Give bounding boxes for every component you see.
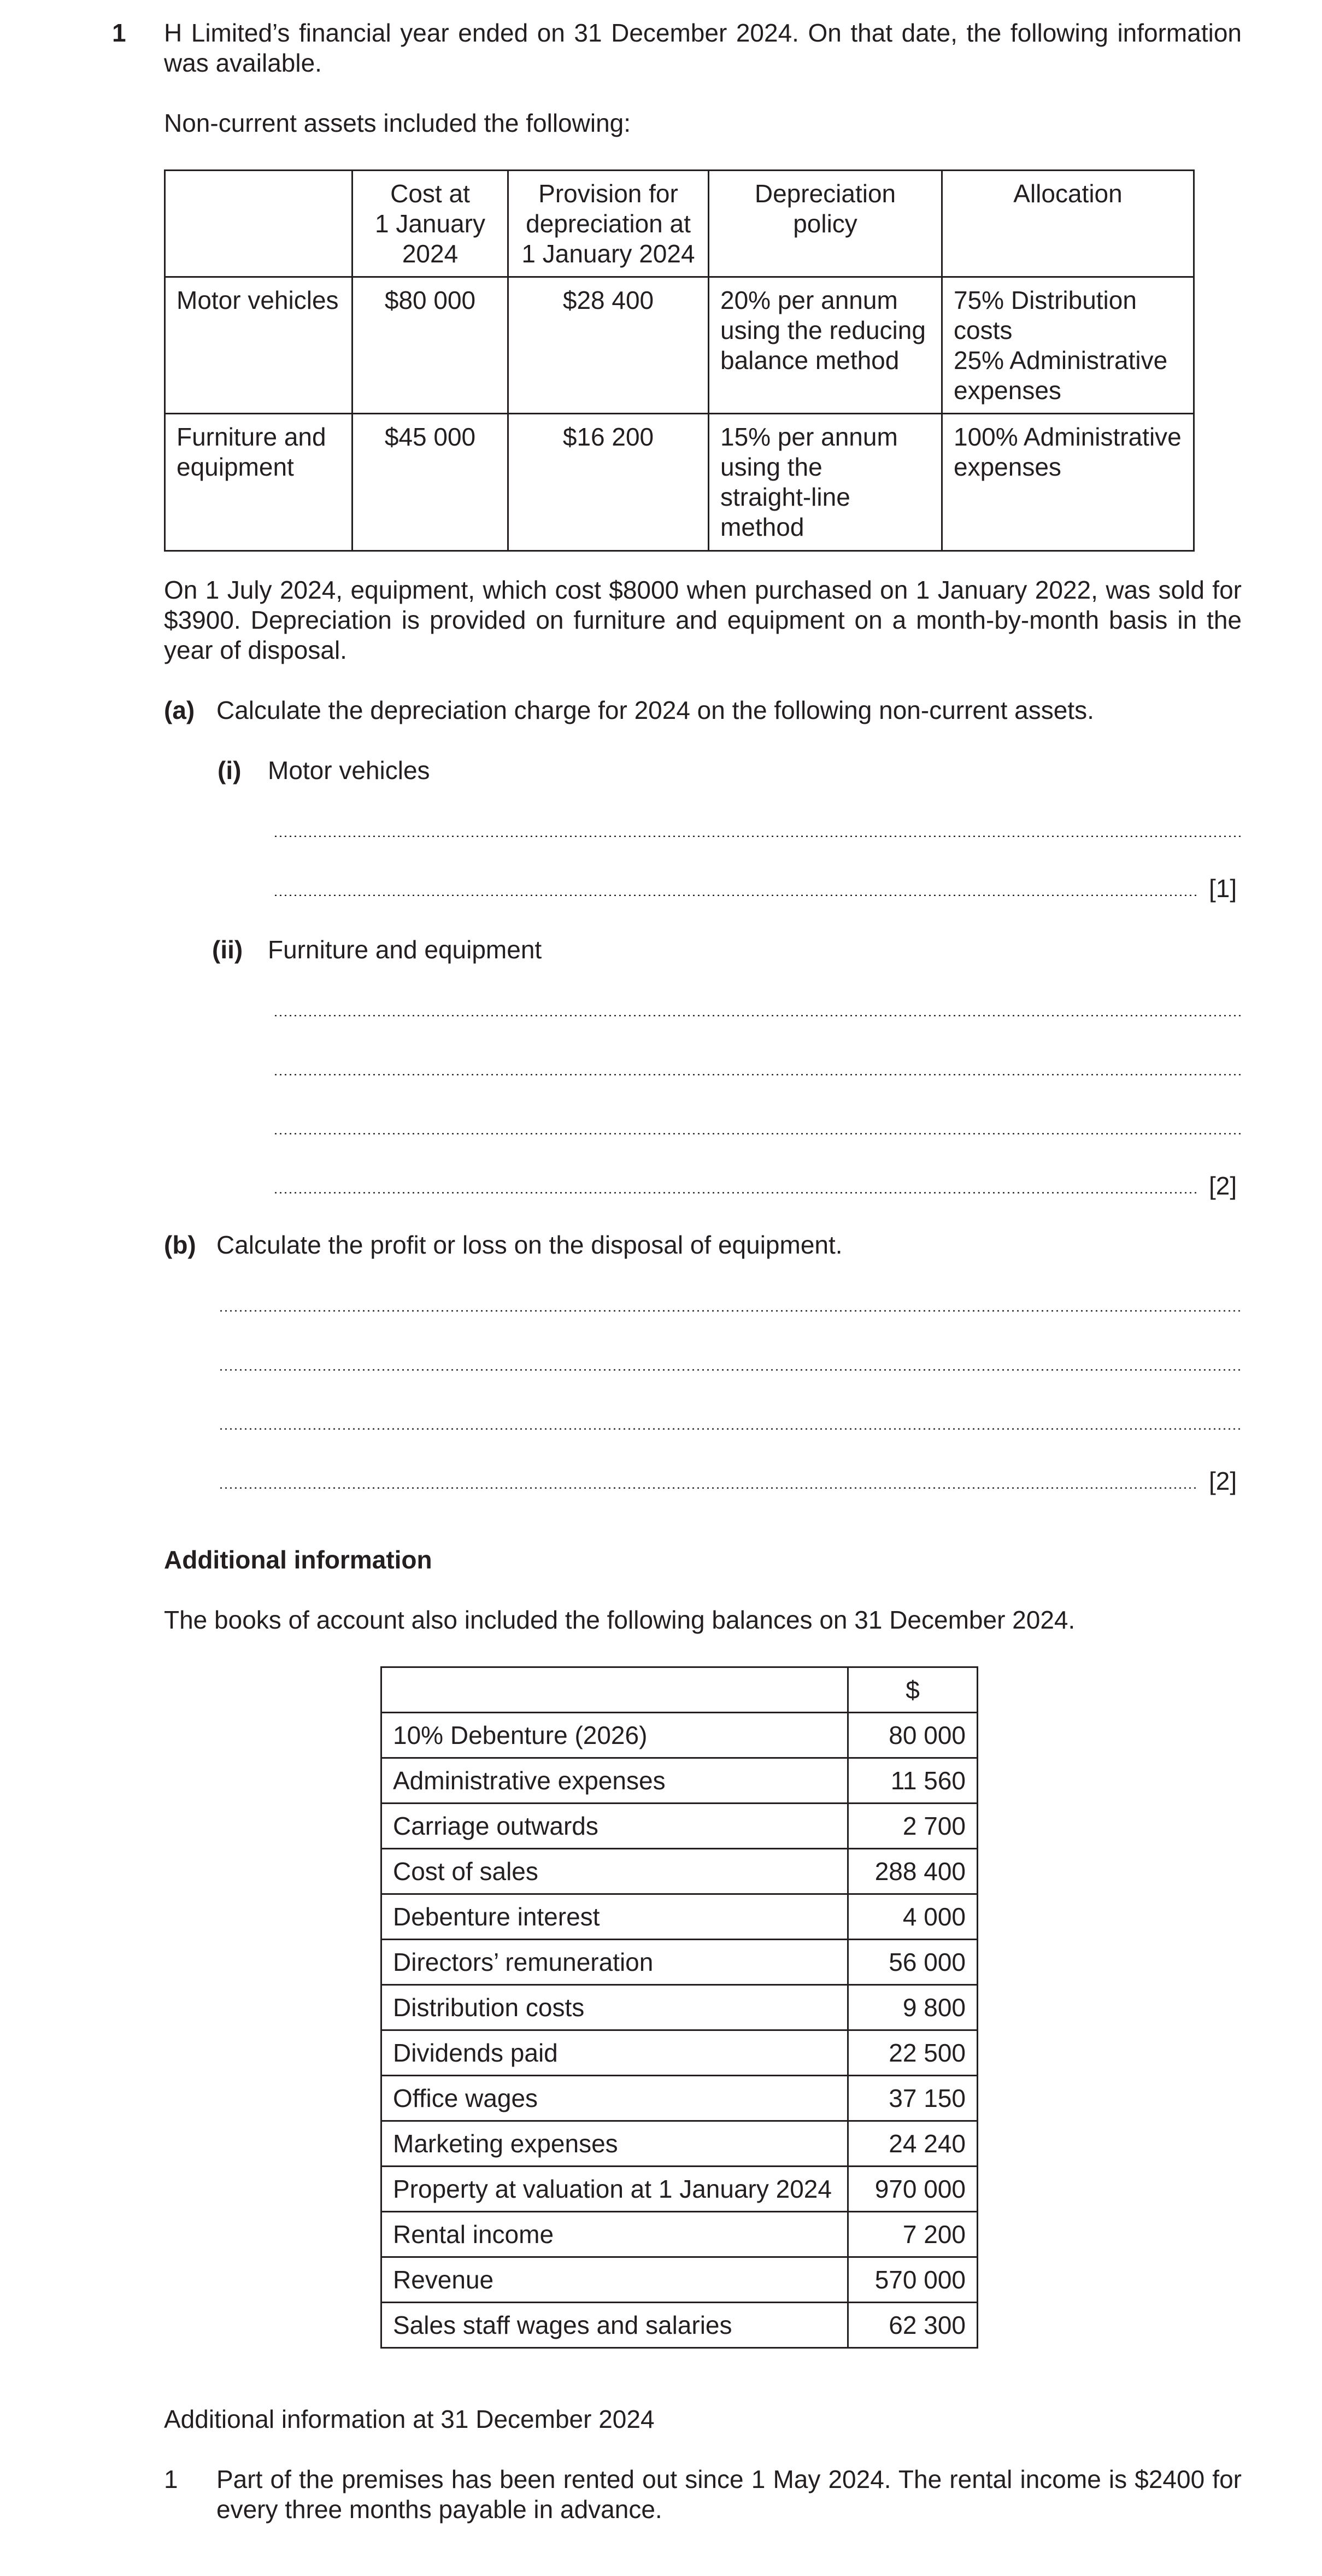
answer-line[interactable]	[273, 1015, 1242, 1016]
marks-a-i: [1]	[1209, 874, 1237, 903]
asset-policy: 20% per annum using the reducing balance method	[709, 277, 942, 414]
balance-label: Carriage outwards	[381, 1804, 848, 1849]
asset-name: Motor vehicles	[165, 277, 352, 414]
balance-value: 4 000	[848, 1894, 978, 1940]
balance-value: 970 000	[848, 2167, 978, 2212]
table-row	[381, 2076, 978, 2121]
asset-header-allocation: Allocation	[942, 171, 1194, 277]
asset-allocation: 100% Administrative expenses	[942, 414, 1194, 551]
balance-label: 10% Debenture (2026)	[381, 1713, 848, 1758]
asset-header-cost: Cost at 1 January 2024	[352, 171, 508, 277]
asset-provision: $16 200	[508, 414, 709, 551]
table-row	[381, 1849, 978, 1894]
answer-line[interactable]	[219, 1310, 1242, 1312]
part-a-text: Calculate the depreciation charge for 2024 on the following non-current assets.	[216, 696, 1094, 724]
table-row	[165, 277, 1194, 414]
asset-cost: $80 000	[352, 277, 508, 414]
part-a-i-text: Motor vehicles	[268, 756, 430, 784]
table-row	[381, 1940, 978, 1985]
additional-intro: The books of account also included the following balances on 31 December 2024.	[164, 1606, 1076, 1634]
asset-header-blank	[165, 171, 352, 277]
balance-value: 7 200	[848, 2212, 978, 2257]
answer-line[interactable]	[273, 1192, 1197, 1193]
balance-value: 24 240	[848, 2121, 978, 2167]
balances-table	[380, 1666, 978, 2349]
additional-heading: Additional information	[164, 1545, 432, 1574]
answer-line[interactable]	[273, 1133, 1242, 1134]
table-row	[165, 414, 1194, 551]
asset-allocation: 75% Distribution costs 25% Administrative expenses	[942, 277, 1194, 414]
asset-header-provision: Provision for depreciation at 1 January 2024	[508, 171, 709, 277]
balance-value: 11 560	[848, 1758, 978, 1804]
table-row	[381, 2167, 978, 2212]
balance-label: Sales staff wages and salaries	[381, 2303, 848, 2348]
balance-label: Directors’ remuneration	[381, 1940, 848, 1985]
part-a-ii-text: Furniture and equipment	[268, 935, 542, 964]
balance-label: Dividends paid	[381, 2030, 848, 2076]
note-number: 1	[164, 2465, 178, 2493]
question-intro: H Limited’s financial year ended on 31 December 2024. On that date, the following information was available.	[164, 19, 1242, 77]
balance-label: Debenture interest	[381, 1894, 848, 1940]
note-text: Part of the premises has been rented out since 1 May 2024. The rental income is $2400 for every three months payable in advance.	[216, 2465, 1242, 2524]
asset-provision: $28 400	[508, 277, 709, 414]
table-row	[381, 1804, 978, 1849]
asset-table	[164, 169, 1195, 552]
balance-value: 56 000	[848, 1940, 978, 1985]
balance-value: 9 800	[848, 1985, 978, 2030]
balance-label: Distribution costs	[381, 1985, 848, 2030]
balances-header	[381, 1667, 978, 1713]
balance-label: Administrative expenses	[381, 1758, 848, 1804]
balance-value: 62 300	[848, 2303, 978, 2348]
table-row	[381, 2212, 978, 2257]
table-row	[381, 2303, 978, 2348]
table-row	[381, 2121, 978, 2167]
part-a-label: (a)	[164, 696, 195, 724]
year-end-heading: Additional information at 31 December 2024	[164, 2405, 655, 2433]
marks-b: [2]	[1209, 1467, 1237, 1495]
asset-policy: 15% per annum using the straight-line method	[709, 414, 942, 551]
balance-value: 22 500	[848, 2030, 978, 2076]
part-b-label: (b)	[164, 1231, 196, 1259]
balance-value: 2 700	[848, 1804, 978, 1849]
asset-header-policy: Depreciation policy	[709, 171, 942, 277]
balance-value: 37 150	[848, 2076, 978, 2121]
answer-line[interactable]	[219, 1428, 1242, 1430]
question-number: 1	[112, 19, 126, 47]
table-row	[381, 1713, 978, 1758]
balance-label: Cost of sales	[381, 1849, 848, 1894]
nca-intro: Non-current assets included the following:	[164, 109, 631, 137]
asset-table-header	[165, 171, 1194, 277]
answer-line[interactable]	[273, 894, 1197, 896]
part-b-text: Calculate the profit or loss on the disposal of equipment.	[216, 1231, 843, 1259]
balance-label: Office wages	[381, 2076, 848, 2121]
disposal-text: On 1 July 2024, equipment, which cost $8000 when purchased on 1 January 2022, was sold for $3900. Depreciation is provided on furniture and equipment on a month-by-month basis in the year of disposal.	[164, 576, 1242, 664]
balances-header-blank	[381, 1667, 848, 1713]
balance-value: 570 000	[848, 2257, 978, 2303]
answer-line[interactable]	[219, 1369, 1242, 1371]
answer-line[interactable]	[273, 1074, 1242, 1075]
balance-label: Revenue	[381, 2257, 848, 2303]
currency-header: $	[848, 1667, 978, 1713]
table-row	[381, 1894, 978, 1940]
answer-line[interactable]	[219, 1487, 1197, 1489]
table-row	[381, 2030, 978, 2076]
table-row	[381, 1758, 978, 1804]
balance-label: Marketing expenses	[381, 2121, 848, 2167]
balance-value: 288 400	[848, 1849, 978, 1894]
balance-value: 80 000	[848, 1713, 978, 1758]
balance-label: Rental income	[381, 2212, 848, 2257]
table-row	[381, 1985, 978, 2030]
marks-a-ii: [2]	[1209, 1172, 1237, 1200]
asset-name: Furniture and equipment	[165, 414, 352, 551]
table-row	[381, 2257, 978, 2303]
answer-line[interactable]	[273, 835, 1242, 837]
part-a-i-label: (i)	[218, 756, 242, 784]
part-a-ii-label: (ii)	[212, 935, 243, 964]
asset-cost: $45 000	[352, 414, 508, 551]
balance-label: Property at valuation at 1 January 2024	[381, 2167, 848, 2212]
